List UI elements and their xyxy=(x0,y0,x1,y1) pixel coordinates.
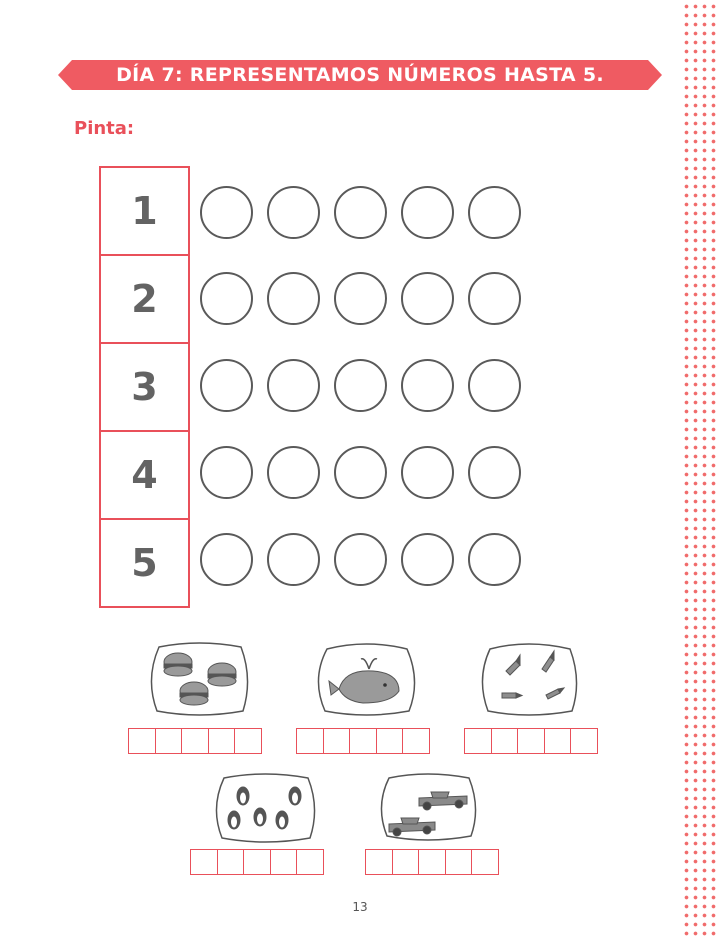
whale-icon xyxy=(311,641,421,717)
crayon-icon xyxy=(476,641,582,717)
race-cars-picture xyxy=(375,772,481,842)
answer-box[interactable] xyxy=(156,729,183,753)
number-cell: 5 xyxy=(101,518,188,606)
answer-boxes xyxy=(190,849,324,875)
answer-box[interactable] xyxy=(297,729,324,753)
circle-row-1 xyxy=(200,186,521,239)
paint-circle[interactable] xyxy=(334,186,387,239)
answer-box[interactable] xyxy=(393,850,420,874)
paint-circle[interactable] xyxy=(200,446,253,499)
answer-box[interactable] xyxy=(218,850,245,874)
answer-box[interactable] xyxy=(271,850,298,874)
paint-circle[interactable] xyxy=(468,272,521,325)
answer-box[interactable] xyxy=(182,729,209,753)
answer-box[interactable] xyxy=(446,850,473,874)
answer-box[interactable] xyxy=(350,729,377,753)
instruction-label: Pinta: xyxy=(74,118,135,139)
page-number: 13 xyxy=(352,900,368,914)
page-title: DÍA 7: REPRESENTAMOS NÚMEROS HASTA 5. xyxy=(116,64,604,86)
title-banner xyxy=(58,60,662,90)
number-column xyxy=(99,166,190,608)
paint-circle[interactable] xyxy=(200,186,253,239)
paint-circle[interactable] xyxy=(401,359,454,412)
answer-box[interactable] xyxy=(324,729,351,753)
answer-box[interactable] xyxy=(492,729,519,753)
number-cell: 2 xyxy=(101,254,188,342)
paint-circle[interactable] xyxy=(334,446,387,499)
paint-circle[interactable] xyxy=(401,186,454,239)
circle-row-4 xyxy=(200,446,521,499)
circle-row-3 xyxy=(200,359,521,412)
paint-circle[interactable] xyxy=(267,359,320,412)
paint-circle[interactable] xyxy=(334,359,387,412)
hamburger-icon xyxy=(145,641,253,717)
paint-circle[interactable] xyxy=(468,359,521,412)
paint-circle[interactable] xyxy=(267,272,320,325)
penguins-picture xyxy=(210,772,320,844)
answer-box[interactable] xyxy=(129,729,156,753)
crayons-picture xyxy=(476,641,582,717)
paint-circle[interactable] xyxy=(468,186,521,239)
answer-box[interactable] xyxy=(403,729,429,753)
paint-circle[interactable] xyxy=(401,272,454,325)
paint-circle[interactable] xyxy=(401,533,454,586)
whale-picture xyxy=(311,641,421,717)
number-cell: 3 xyxy=(101,342,188,430)
answer-box[interactable] xyxy=(235,729,261,753)
number-cell: 1 xyxy=(101,166,188,254)
circle-row-2 xyxy=(200,272,521,325)
answer-box[interactable] xyxy=(472,850,498,874)
paint-circle[interactable] xyxy=(334,272,387,325)
circle-row-5 xyxy=(200,533,521,586)
answer-box[interactable] xyxy=(518,729,545,753)
paint-circle[interactable] xyxy=(200,359,253,412)
answer-box[interactable] xyxy=(209,729,236,753)
answer-box[interactable] xyxy=(465,729,492,753)
decorative-dot-border xyxy=(680,0,720,939)
answer-box[interactable] xyxy=(571,729,597,753)
paint-circle[interactable] xyxy=(267,533,320,586)
answer-boxes xyxy=(296,728,430,754)
answer-box[interactable] xyxy=(297,850,323,874)
paint-circle[interactable] xyxy=(200,533,253,586)
race-car-icon xyxy=(375,772,481,842)
penguin-icon xyxy=(210,772,320,844)
paint-circle[interactable] xyxy=(468,533,521,586)
answer-box[interactable] xyxy=(545,729,572,753)
answer-box[interactable] xyxy=(366,850,393,874)
number-cell: 4 xyxy=(101,430,188,518)
answer-boxes xyxy=(464,728,598,754)
answer-box[interactable] xyxy=(377,729,404,753)
answer-box[interactable] xyxy=(419,850,446,874)
answer-boxes xyxy=(128,728,262,754)
paint-circle[interactable] xyxy=(468,446,521,499)
paint-circle[interactable] xyxy=(200,272,253,325)
answer-box[interactable] xyxy=(244,850,271,874)
hamburgers-picture xyxy=(145,641,253,717)
paint-circle[interactable] xyxy=(334,533,387,586)
paint-circle[interactable] xyxy=(267,186,320,239)
paint-circle[interactable] xyxy=(401,446,454,499)
paint-circle[interactable] xyxy=(267,446,320,499)
answer-box[interactable] xyxy=(191,850,218,874)
answer-boxes xyxy=(365,849,499,875)
